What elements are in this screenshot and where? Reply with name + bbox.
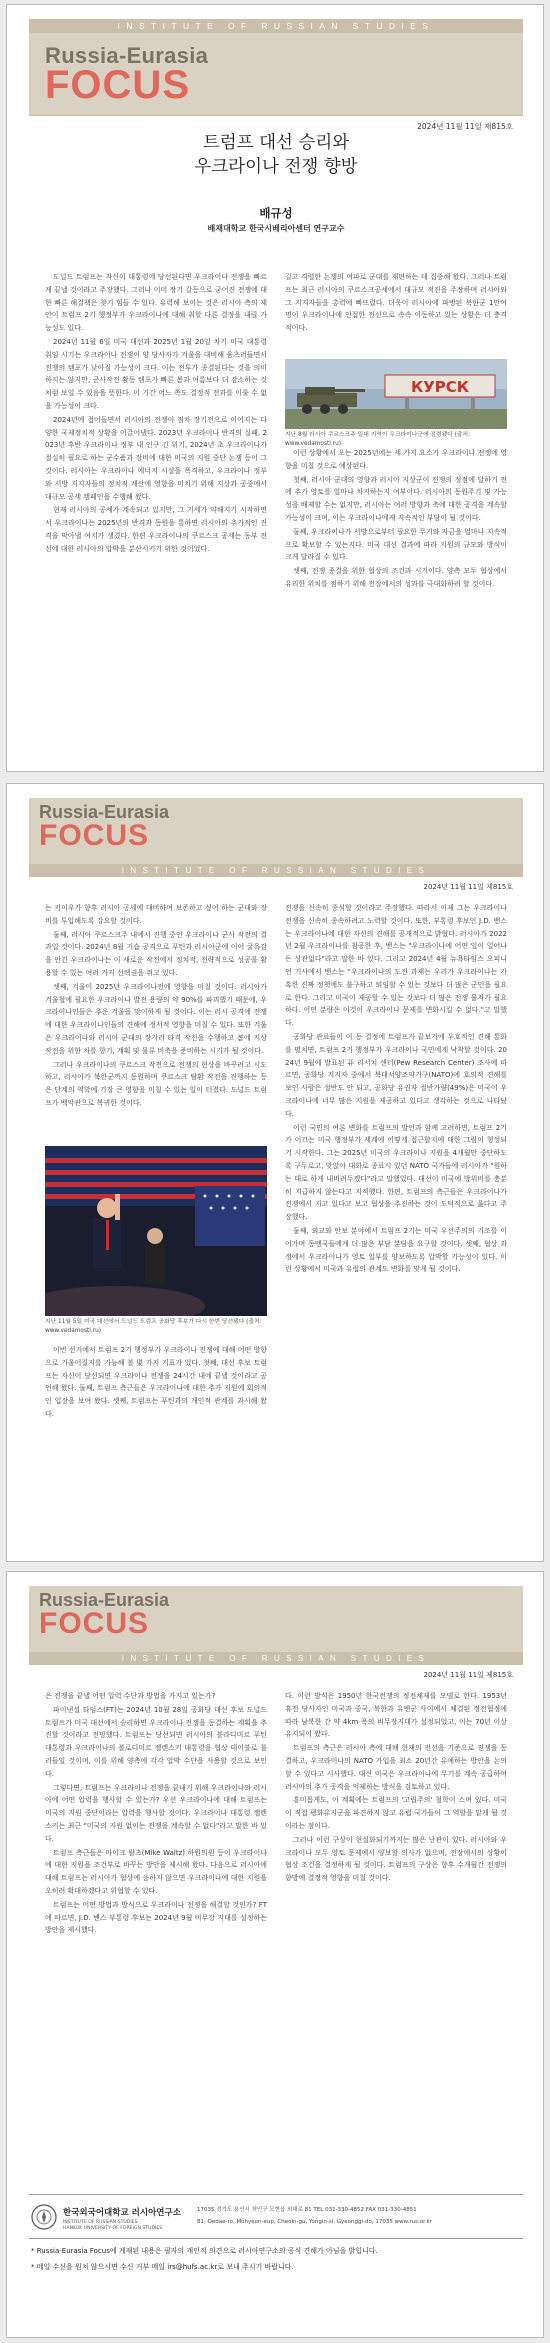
issue-date: 2024년 11월 11일 제815호 [423,883,513,891]
author-name: 배규성 [259,206,293,220]
running-header [29,798,523,864]
issue-date: 2024년 11월 11일 제815호 [417,122,513,131]
paragraph: 2024년에 접어들면서 러시아의 전쟁이 점차 장기전으로 이어지는 다양한 국제정치적 상황을 이끌어냈다. 2023년 우크라이나 반격의 실패, 2023년 후반 우크라이나 정부 내 인구 긴 위기, 2024년 초 우크라이나가 절실히 필요로 하는 군수품과 장비에 대한 미국의 지원 중단 논쟁 등이 그것이다. 러시아는 우크라이나 에너지 시설을 폭격하고, 우크라이나 정부와 서방 지지자들의 정치적 계산에 영향을 미치기 위해 지상과 공중에서 대규모 공세 캠페인을 수행해 왔다. [45,415,267,501]
footer-unsubscribe: * 메일 수신을 원치 않으시면 수신 거부 메일 irs@hufs.ac.kr로 보내 주시기 바랍니다. [31,2263,294,2271]
footer-address: 17035 경기도 용인시 처인구 모현읍 외대로 81 TEL 031-330-4852 FAX 031-330-4851 [197,2207,417,2213]
body-column-right-top [285,271,507,355]
kursk-photo [285,359,507,429]
footer-org-en: INSTITUTE OF RUSSIAN STUDIES [63,2220,138,2225]
paragraph: 둘째, 러시아 쿠르스크주 내에서 진행 중인 우크라이나 군사 작전의 결과일 것이다. 2024년 8월 기습 공격으로 푸틴과 러시아군에 이어 굴욕감을 안긴 우크라이나는 이 새로운 작전에서 정치적, 전략적으로 성공을 활용할 수 있는 여러 가지 선택권을 쥐고 있다. [45,930,267,977]
page-2 [6,783,544,1562]
photo-caption: 지난 8월 러시아 쿠르스크주 일대 지역이 우크라이나군에 점령됐다 (출처: www.vedamosti.ru) [285,432,471,447]
body-column-left [45,1690,267,2176]
footer-address-en: 81, Oedae-ro, Mohyeon-eup, Cheoin-gu, Yongin-si, Gyeonggi-do, 17035 www.rus.or.kr [197,2219,433,2225]
paragraph: 그렇다면, 트럼프는 우크라이나 전쟁을 끝내기 위해 우크라이나와 러시아에 어떤 압력을 행사할 수 있는가? 우선 우크라이나에 대해 트럼프는 미국의 지원 중단이라는 압력을 행사할 것이다. 우크라이나 대통령 젤렌스키는 최근 "미국의 지원 없이는 전쟁을 계속할 수 없다"라고 말한 바 있다. [45,1783,267,1843]
masthead-strip: INSTITUTE OF RUSSIAN STUDIES [29,1652,523,1665]
footer-org-name: 한국외국어대학교 러시아연구소 [63,2208,181,2218]
brand-focus: FOCUS [45,63,190,107]
paragraph: 그러나 이런 구상이 현실화되기까지는 많은 난관이 있다. 러시아와 우크라이나 모두 영토 문제에서 양보할 의사가 없으며, 전장에서의 상황이 협상 조건을 결정하게 될 것이다. 트럼프의 구상은 향후 수개월간 전쟁의 향방에 결정적 영향을 미칠 것이다. [285,1835,507,1883]
photo-caption: 지난 11월 5일 미국 대선에서 도널드 트럼프 공화당 후보가 다시 한번 당선됐다 (출처: www.vedamosti.ru) [45,1319,262,1334]
paragraph: 다. 이런 방식은 1950년 한국전쟁의 정전체제를 모델로 한다. 1953년 휴전 당사자인 미국과 중국, 북한과 유엔군 사이에서 체결된 정전협정에 따라 남북한 간 약 4km 폭의 비무장지대가 설정되었고, 이는 70년 이상 유지되어 왔다. [285,1692,507,1739]
masthead-strip: INSTITUTE OF RUSSIAN STUDIES [29,19,523,33]
paragraph: 첫째, 러시아 군대의 영향과 러시아 지상군이 전쟁의 정점에 달하기 전에 추가 영토를 얼마나 차지하는지 여부이다. 러시아의 동원주기 및 가능성을 배제할 수는 없지만, 러시아는 여러 방향과 축에 대한 공격을 계속할 가능성이 크며, 이는 우크라이나에게 지속적인 부담이 될 것이다. [285,475,507,522]
author-affiliation: 배재대학교 한국시베리아센터 연구교수 [207,224,345,233]
paragraph: 그러나 우크라이나의 쿠르스크 작전으로 전쟁의 현상을 바꾸려고 시도하고, 러시아가 북한군까지 동원하며 쿠르스크 탈환 작전을 진행하는 등은 단계의 역학에 가장 큰 영향을 미칠 수 있는 일이 터졌다. 도널드 트럼프가 백악관으로 복귀한 것이다. [45,1060,267,1107]
body-column-right-bottom [285,447,507,763]
masthead-strip: INSTITUTE OF RUSSIAN STUDIES [29,864,523,877]
brand-focus: FOCUS [39,1607,149,1640]
paragraph: 은 전쟁을 끝낼 어떤 압력 수단과 방법을 가지고 있는가? [45,1692,216,1700]
brand-focus: FOCUS [39,819,149,852]
brand-line1: Russia-Eurasia [39,802,170,822]
title-line-2: 우크라이나 전쟁 향방 [194,157,358,177]
footer-divider-2 [29,2238,523,2239]
issue-date: 2024년 11월 11일 제815호 [423,1671,513,1679]
paragraph: 흥미롭게도, 이 계획에는 트럼프의 '고립주의' 철학이 스며 있다. 미국이 직접 평화유지군을 파견하지 않고 유럽 국가들이 그 역할을 맡게 될 것이라는 점이다. [285,1796,507,1830]
paragraph: 2024년 11월 6일 미국 대선과 2025년 1월 20일 차기 미국 대통령 취임 시기는 우크라이나 전쟁이 양 당사자가 겨울을 대비해 움츠러들면서 전쟁의 템포가 낮아질 가능성이 크다. 이는 전투가 종결된다는 것을 의미하지는 않지만, 군사작전 활동 템포가 빠른 봄과 여름보다 더 감소하는 것처럼 보일 수 있음을 뜻한다. 이 기간 어느 쪽도 결정적 전과를 이룰 수 없을 가능성이 크다. [45,337,267,410]
paragraph: 둘째, 우크라이나가 서방으로부터 필요한 무기와 자금을 얼마나 지속적으로 확보할 수 있는지다. 미국 대선 결과에 따라 지원의 규모와 방식이 크게 달라질 수 있다. [285,527,507,562]
brand-line1: Russia-Eurasia [45,43,209,68]
body-column-left-top [45,902,267,1140]
running-header [29,1586,523,1652]
paragraph: 트럼프는 어떤 방법과 방식으로 우크라이나 전쟁을 해결할 것인가? FT에 따르면, J.D. 밴스 부통령 후보는 2024년 9월 비무장 지대를 설정하는 방안을 제시했다. [45,1900,267,1935]
footer-disclaimer: * Russia-Eurasia Focus에 게재된 내용은 필자의 개인적 의견으로 러시아연구소의 공식 견해가 아님을 밝힙니다. [31,2247,378,2255]
paragraph: 이런 국민의 여론 변화를 트럼프의 발언과 함께 고려하면, 트럼프 2기가 이끄는 미국 행정부가 세계에 어떻게 접근할지에 대한 그림이 형성되기 시작한다. 그는 2025년 미국의 우크라이나 지원을 4개월만 중단하도록 구두로고, 맞앉아 대화로 종료시 있던 NATO 국가들에 러시아가 "원하는 대로 하게 내버려두겠다"라고 말했었다. 대선이 미국에 방위비를 충분히 지급하지 않는다고 지적했다. 한편, 트럼프의 측근들은 우크라이나가 전쟁에서 지고 있다고 보고 협상을 추진하는 것이 도덕적으로 옳다고 주장했다. [285,1123,507,1222]
paragraph: 파이낸셜 타임스(FT)는 2024년 10월 28일 공화당 대선 후보 도널드 트럼프가 미국 대선에서 승리하면 우크라이나 전쟁을 동결하는 계획을 추진할 것이라고 전망했다. 트럼프는 당선되면 러시아의 블라디미르 푸틴 대통령과 우크라이나의 볼로디미르 젤렌스키 대통령을 협상 테이블로 불러들일 것이며, 이를 위해 양측에 각각 압박 수단을 사용할 것으로 보인다. [45,1705,267,1778]
paragraph: 공화당 관료들이 이 동 결정에 트럼프가 끝보기에 우호적인 견해 통화를 펼치면, 트럼프 2기 행정부가 우크라이나 국민에게 낙착할 것이다. 2024년 9월에 발표된 퓨 리서치 센터(Pew Research Center) 조사에 따르면, 공화당 지지자 중에서 북대서양조약기구(NATO)에 호의적 견해를 보인 사람은 절반도 안 되고, 공화당 유권자 절반가량(49%)은 미국이 우크라이나에 너무 많은 지원을 제공하고 있다고 생각하는 것으로 나타났다. [285,1032,507,1118]
paragraph: 도널드 트럼프는 자신이 대통령에 당선된다면 우크라이나 전쟁을 빠르게 끝낼 것이라고 주장했다. 그러나 이미 장기 갈등으로 굳어진 전쟁에 대한 빠른 해결책은 찾기 힘들 수 있다. 유력해 보이는 것은 러시아 측의 제안이 트럼프 2기 행정부가 우크라이나에 대해 취할 다른 결정을 내릴 가능성도 있다. [45,273,267,333]
paragraph: 트럼프 측근들은 마이크 왈츠(Mike Waltz) 하원의원 등이 우크라이나에 대한 지원을 조건부로 바꾸는 방안을 제시해 왔다. 다음으로 러시아에 대해 트럼프는 러시아가 협상에 응하지 않으면 우크라이나에 대한 지원을 오히려 확대하겠다고 위협할 수 있다. [45,1848,267,1895]
paragraph: 둘째, 외교와 안보 분야에서 트럼프 2기는 미국 우선주의의 기조를 이어가며 동맹국들에게 더 많은 부담 분담을 요구할 것이다. 셋째, 협상 과정에서 우크라이나가 영토 일부를 양보하도록 압박할 가능성이 있다. 이런 상황에서 미국과 유럽의 관계도 변화를 맞게 될 것이다. [285,1226,507,1274]
paragraph: 전쟁을 신속히 종식할 것이라고 주장했다. 따라서 이제 그는 우크라이나 전쟁을 신속히 종속하려고 노력할 것이다. 또한, 부통령 후보인 J.D. 밴스는 우크라이나에 대한 자신의 견해를 공개적으로 밝혔다. 러시아가 2022년 2월 우크라이나를 침공한 후, 밴스는 "우크라이나에 어떤 일이 일어나든 상관없다"라고 말한 바 있다. 그리고 2024년 4월 뉴욕타임스 오피니언 기사에서 밴스는 "우크라이나의 도전 과제는 우리가 우크라이나는 가혹한 진짜 정책에도 불구하고 퇴임할 수 있는 것보다 더 많은 군인을 필요로 한다. 그리고 미국이 제공할 수 있는 것보다 더 많은 전쟁 물자가 필요하다. 어떤 분량은 이것이 우크라이나 문제를 변화시킬 수 없다."고 말했다. [285,904,507,1028]
paragraph: 셋째, 겨울이 2025년 우크라이나전에 영향을 미칠 것이다. 러시아가 겨울철에 필요한 우크라이나 발전 용량의 약 90%를 파괴했기 때문에, 우크라이나인들은 추운 겨울을 맞이하게 될 것이다. 이는 러시 공격에 전쟁에 대한 우크라이나인들의 견해에 정서적 영향을 미칠 수 있다. 또한 겨울은 우크라이나와 러시아 군대의 장거리 타격 작전을 수행하고 봄에 지상 작전을 위한 차를 향기, 계획 및 물류 비축을 준비하는 시기가 될 것이다. [45,982,267,1055]
body-column-right [285,902,507,1554]
paragraph: 셋째, 전쟁 종결을 위한 협상의 조건과 시기이다. 양측 모두 협상에서 유리한 위치를 점하기 위해 전장에서의 성과를 극대화하려 할 것이다. [285,567,507,588]
title-line-1: 트럼프 대선 승리와 [202,133,350,153]
footer-org-en-2: HANKUK UNIVERSITY OF FOREIGN STUDIES [63,2226,163,2231]
paragraph: 이런 상황에서 오는 2025년에는 세 가지 요소가 우크라이나 전쟁에 영향을 미칠 것으로 예상된다. [285,449,507,470]
paragraph: 이번 선거에서 트럼프 2기 행정부가 우크라이나 전쟁에 대해 어떤 방향으로 기울어질지를 가늠해 볼 몇 가지 지표가 있다. 첫째, 대선 후보 트럼프는 자신이 당선되면 우크라이나 전쟁을 24시간 내에 끝낼 것이라고 공언해 왔다. 둘째, 트럼프 측근들은 우크라이나에 대한 추가 지원에 회의적인 입장을 보여 왔다. 셋째, 트럼프는 푸틴과의 개인적 관계를 과시해 왔다. [45,1346,267,1418]
paragraph: 길고 격렬한 논쟁의 여파로 군대를 재편하는 데 집중해 왔다. 그러나 트럼프는 최근 러시아의 쿠르스크공세에서 대규모 적진을 주장하며 러시아와 그 지지자들을 총력에 빠뜨렸다. 더욱이 러시아에 파병된 북한군 1만여 명이 우크라이나에 인접한 전선으로 속속 이동하고 있는 상황은 더 충격적이다. [285,273,507,333]
page-3 [6,1571,544,2338]
body-column-left-bottom [45,1344,267,1554]
body-column-right [285,1690,507,2176]
brand-line1: Russia-Eurasia [39,1590,170,1610]
photo-sign-text: КУРСК [410,378,470,396]
footer-divider [29,2194,523,2195]
paragraph: 현재 러시아의 공세가 계속되고 있지만, 그 기세가 약해지기 시작하면서 우크라이나는 2025년의 반격과 동원을 통하면 러시아의 추가적인 진격을 막아낼 여지가 생겼다. 한편 우크라이나의 쿠르스크 공세는 동부 전선에 대한 러시아의 압박을 분산시키기 위한 것이었다. [45,506,267,553]
body-column-left [45,271,267,763]
page-1 [6,4,544,772]
paragraph: 트럼프의 측근은 러시아 측에 대해 현재의 전선을 기준으로 전쟁을 동결하고, 우크라이나의 NATO 가입을 최소 20년간 유예하는 방안을 논의할 수 있다고 시사했다. 대신 미국은 우크라이나에 무기를 계속 공급하여 러시아의 추가 공격을 억제하는 방식을 검토하고 있다. [285,1744,507,1791]
institute-seal-icon [31,2204,57,2230]
paragraph: 는 키이우가 향후 러시아 공세에 대비하여 보존하고 싶어 하는 군대와 장비를 투입해도록 강요할 것이다. [45,904,267,925]
trump-photo [45,1146,267,1316]
